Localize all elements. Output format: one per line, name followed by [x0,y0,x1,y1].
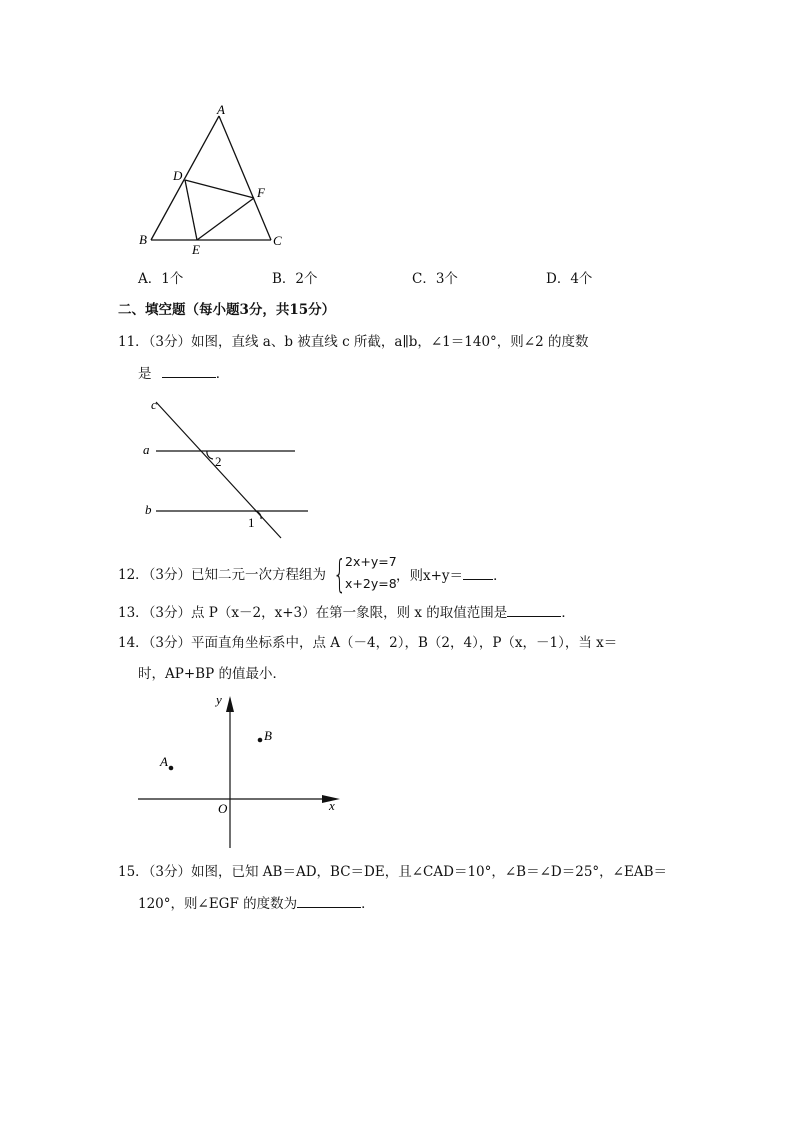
label-A: A [217,102,225,117]
option-c: C．3个 [412,271,458,287]
q12-end: ． [493,568,507,584]
q13-text: 13．（3分）点 P（x－2，x+3）在第一象限，则 x 的取值范围是 [118,605,508,621]
q11-line2 [138,363,229,384]
label-D: D [173,168,183,183]
q13-answer-blank[interactable] [507,602,561,617]
label-b: b [145,502,152,517]
label-angle2: 2 [215,454,222,469]
label-A-point: A [160,754,168,769]
coordinate-axes-figure [130,688,350,853]
q14-line2: 时，AP+BP 的值最小． [138,666,286,682]
q12-prefix: 12．（3分）已知二元一次方程组为 [118,567,327,583]
brace-icon: { [333,552,347,596]
q12-answer-blank[interactable] [463,565,493,580]
label-a: a [143,442,150,457]
q12-eq2: x+2y=8 [345,576,397,591]
label-x: x [329,798,335,813]
q14-line1: 14．（3分）平面直角坐标系中，点 A（－4，2），B（2，4），P（x，－1），当 x＝ [118,635,618,651]
section-title: 二、填空题（每小题3分，共15分） [118,302,336,318]
label-O: O [218,801,228,816]
q15-text: 120°，则∠EGF 的度数为 [138,896,298,912]
q11-end: ． [215,366,230,382]
option-d: D．4个 [546,271,593,287]
label-B-point: B [264,728,272,743]
q15-answer-blank[interactable] [297,893,361,908]
label-C: C [273,233,282,248]
label-angle1: 1 [248,515,255,530]
q15-line2 [138,893,375,914]
q11-line1: 11．（3分）如图，直线 a、b 被直线 c 所截，a∥b，∠1＝140°，则∠2 的度数 [118,334,589,350]
option-b: B．2个 [272,271,318,287]
option-a: A．1个 [138,271,184,287]
label-c: c [151,397,157,412]
q12-eq1: 2x+y=7 [345,554,397,569]
label-E: E [192,242,200,257]
q15-line1: 15．（3分）如图，已知 AB＝AD，BC＝DE，且∠CAD＝10°，∠B＝∠D＝25°，∠EAB＝ [118,864,668,880]
parallel-lines-figure [135,392,320,544]
q11-text: 是 [138,366,152,382]
label-y: y [216,692,222,707]
q13 [118,602,575,623]
q13-end: ． [561,605,575,621]
label-F: F [257,185,265,200]
q12-tail [396,565,507,586]
label-B: B [139,232,147,247]
q15-end: ． [361,896,375,912]
q11-answer-blank[interactable] [162,363,216,378]
q12-suffix: ，则x+y＝ [396,568,464,584]
triangle-figure [130,100,300,260]
